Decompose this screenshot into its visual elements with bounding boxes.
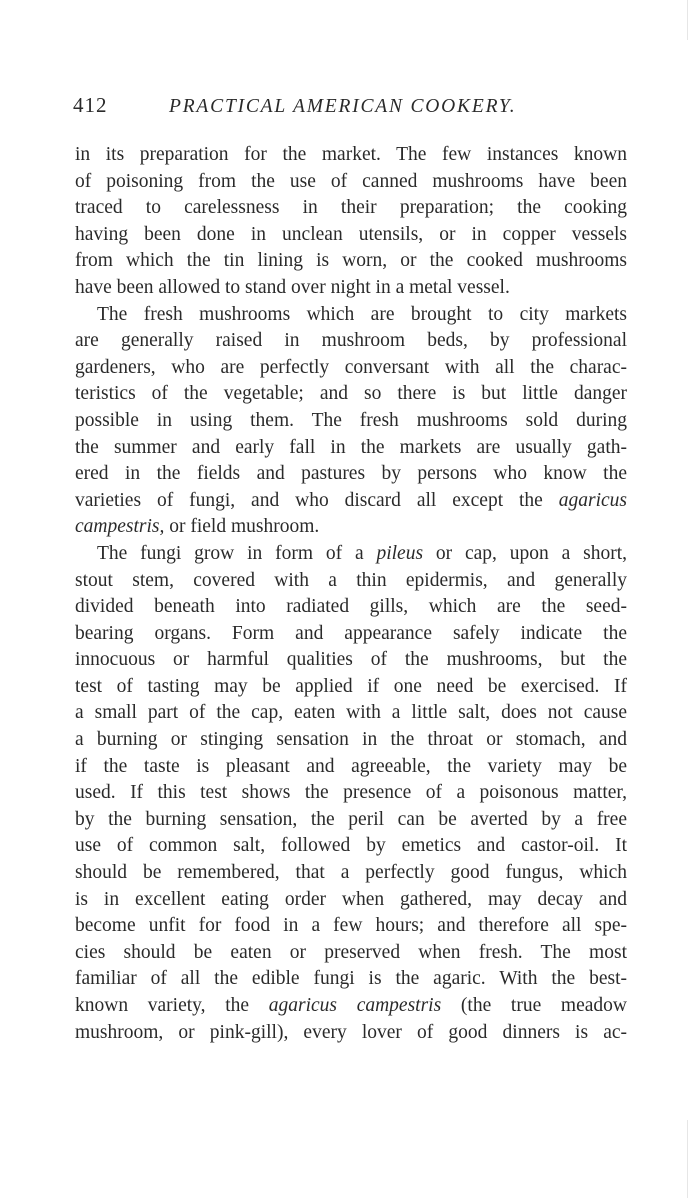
text-line: a burning or stinging sensation in the throat or stomach, and — [75, 729, 627, 751]
text-line: divided beneath into radiated gills, which are the seed- — [75, 596, 627, 618]
text-line: stout stem, covered with a thin epidermis, and generally — [75, 569, 627, 591]
text-line: have been allowed to stand over night in a metal vessel. — [75, 276, 510, 298]
text-line: should be remembered, that a perfectly good fungus, which — [75, 862, 627, 884]
body-text — [75, 142, 627, 1046]
running-title: PRACTICAL AMERICAN COOKERY. — [169, 96, 517, 117]
text-line: become unfit for food in a few hours; and therefore all spe- — [75, 915, 627, 937]
text-line: of poisoning from the use of canned mushrooms have been — [75, 170, 627, 192]
text-line: use of common salt, followed by emetics and castor-oil. It — [75, 835, 627, 857]
text-line: is in excellent eating order when gathered, may decay and — [75, 888, 627, 910]
text-line: possible in using them. The fresh mushrooms sold during — [75, 409, 627, 431]
text-line: varieties of fungi, and who discard all except the agaricus — [75, 489, 627, 511]
text-line: ered in the fields and pastures by persons who know the — [75, 463, 627, 485]
text-line: gardeners, who are perfectly conversant with all the charac- — [75, 356, 627, 378]
page-number: 412 — [73, 93, 108, 117]
running-head — [73, 93, 633, 119]
text-line: used. If this test shows the presence of a poisonous matter, — [75, 782, 627, 804]
text-line: The fresh mushrooms which are brought to city markets — [97, 303, 627, 325]
text-line: cies should be eaten or preserved when fresh. The most — [75, 941, 627, 963]
text-line: teristics of the vegetable; and so there is but little danger — [75, 383, 627, 405]
text-line: from which the tin lining is worn, or the cooked mushrooms — [75, 250, 627, 272]
page-edge-shadow — [687, 0, 688, 40]
text-line: bearing organs. Form and appearance safely indicate the — [75, 622, 627, 644]
text-line: familiar of all the edible fungi is the agaric. With the best- — [75, 968, 627, 990]
text-line: having been done in unclean utensils, or in copper vessels — [75, 223, 627, 245]
text-line: known variety, the agaricus campestris (the true meadow — [75, 995, 627, 1016]
text-line: test of tasting may be applied if one need be exercised. If — [75, 675, 627, 697]
text-line: a small part of the cap, eaten with a little salt, does not cause — [75, 702, 627, 724]
text-line: are generally raised in mushroom beds, by professional — [75, 330, 627, 352]
text-line: mushroom, or pink-gill), every lover of good dinners is ac- — [75, 1021, 627, 1043]
text-line: in its preparation for the market. The few instances known — [75, 144, 627, 165]
text-line: The fungi grow in form of a pileus or cap, upon a short, — [97, 542, 627, 564]
page-edge-shadow — [687, 1120, 688, 1198]
text-line: campestris, or field mushroom. — [75, 516, 320, 538]
text-line: if the taste is pleasant and agreeable, the variety may be — [75, 755, 627, 777]
text-line: by the burning sensation, the peril can be averted by a free — [75, 808, 627, 830]
text-line: innocuous or harmful qualities of the mushrooms, but the — [75, 649, 627, 671]
text-line: traced to carelessness in their preparation; the cooking — [75, 197, 627, 219]
text-line: the summer and early fall in the markets are usually gath- — [75, 436, 627, 458]
